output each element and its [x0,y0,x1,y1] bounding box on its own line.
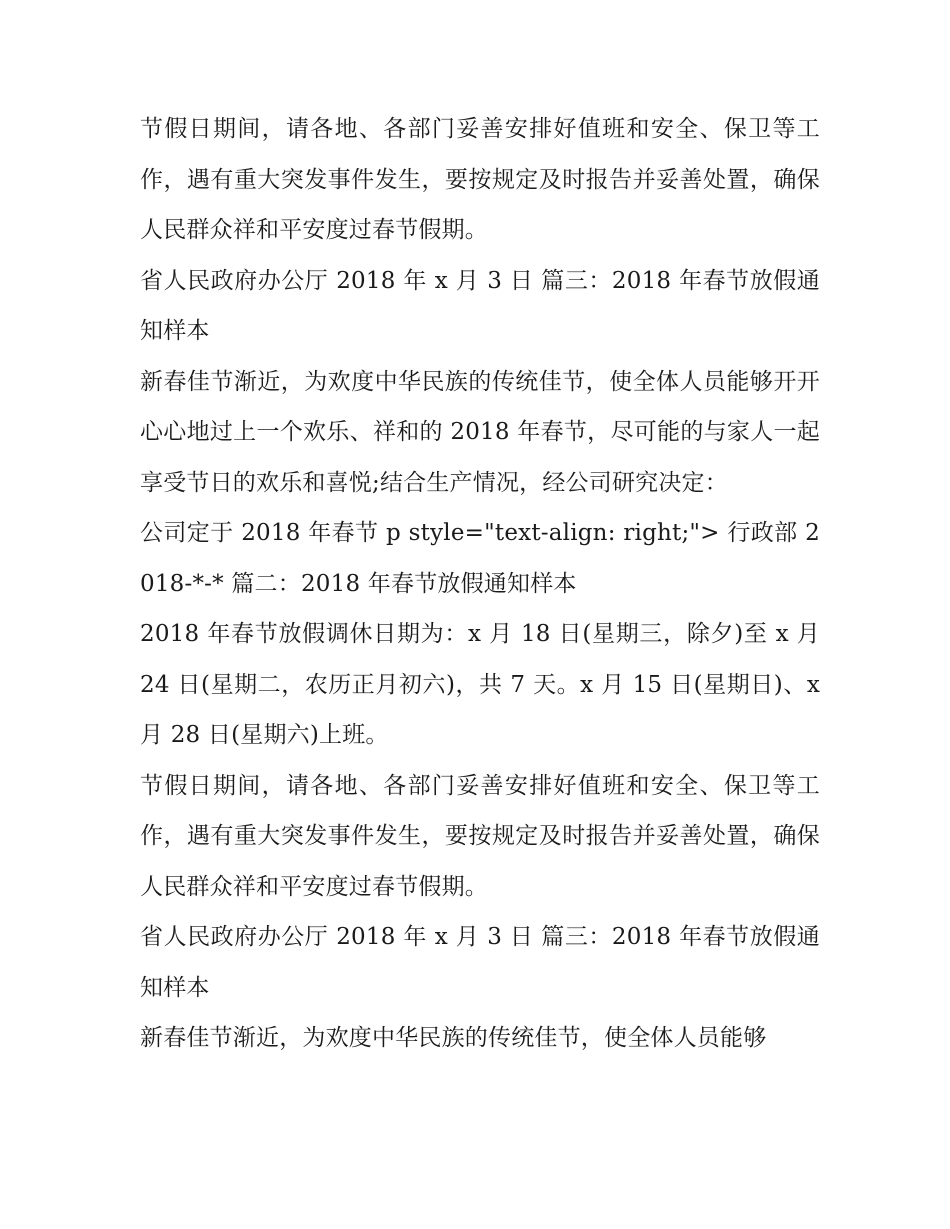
document-body [140,104,820,1064]
paragraph: 省人民政府办公厅 2018 年 x 月 3 日 篇三：2018 年春节放假通知样本 [140,267,820,344]
paragraph: 新春佳节渐近，为欢度中华民族的传统佳节，使全体人员能够开开心心地过上一个欢乐、祥和的 2018 年春节，尽可能的与家人一起享受节日的欢乐和喜悦;结合生产情况，经公司研究决定： [140,368,820,496]
paragraph: 节假日期间，请各地、各部门妥善安排好值班和安全、保卫等工作，遇有重大突发事件发生，要按规定及时报告并妥善处置，确保人民群众祥和平安度过春节假期。 [140,772,820,900]
paragraph: 省人民政府办公厅 2018 年 x 月 3 日 篇三：2018 年春节放假通知样本 [140,924,820,1001]
paragraph: 新春佳节渐近，为欢度中华民族的传统佳节，使全体人员能够 [140,1025,767,1051]
paragraph: 节假日期间，请各地、各部门妥善安排好值班和安全、保卫等工作，遇有重大突发事件发生，要按规定及时报告并妥善处置，确保人民群众祥和平安度过春节假期。 [140,116,820,243]
paragraph: 公司定于 2018 年春节 p style="text-align: right;"> 行政部 2018-*-* 篇二：2018 年春节放假通知样本 [140,520,820,597]
paragraph: 2018 年春节放假调休日期为：x 月 18 日(星期三，除夕)至 x 月 24 日(星期二，农历正月初六)，共 7 天。x 月 15 日(星期日)、x 月 28 日(星期六)上班。 [140,621,820,748]
